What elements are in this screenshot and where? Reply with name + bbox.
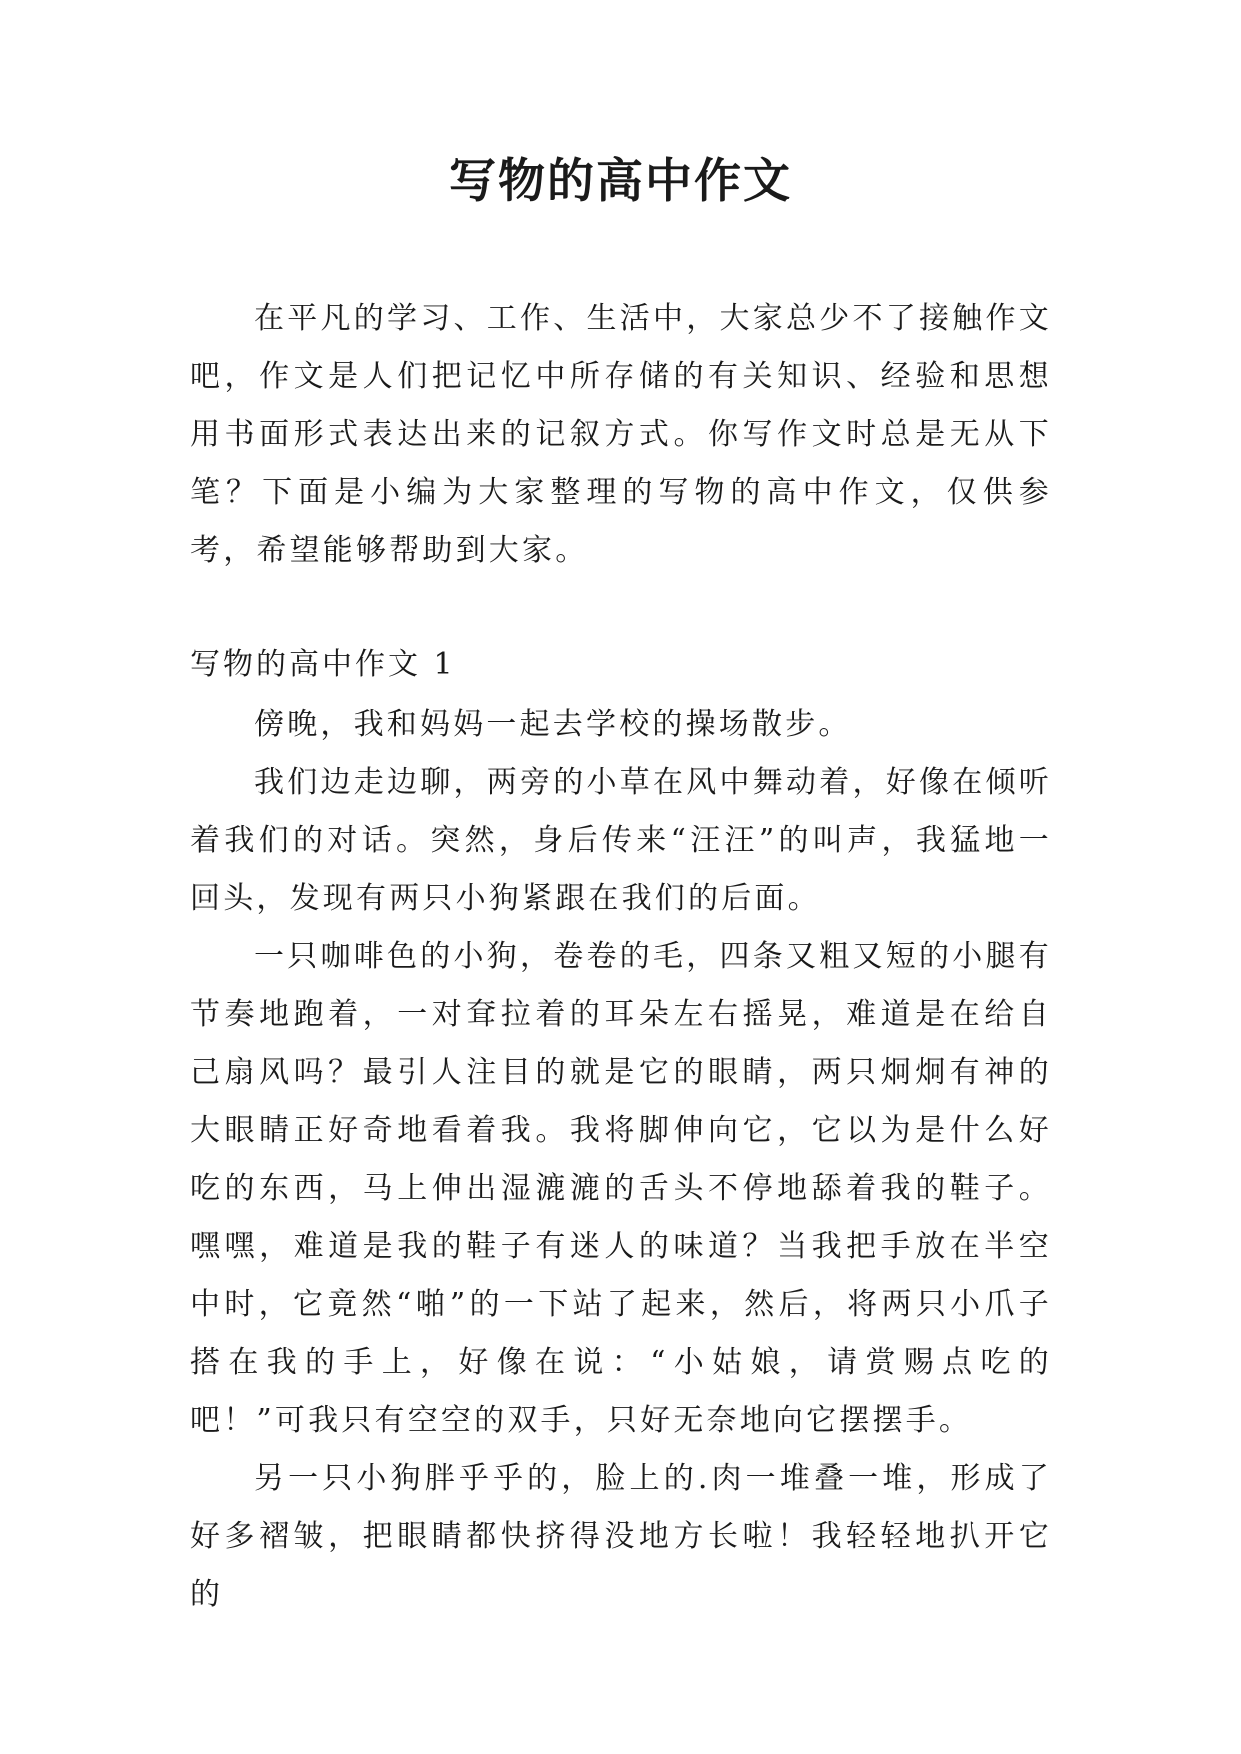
essay-paragraph: 一只咖啡色的小狗，卷卷的毛，四条又粗又短的小腿有节奏地跑着，一对耷拉着的耳朵左右摇晃，难道是在给自己扇风吗？最引人注目的就是它的眼睛，两只炯炯有神的大眼睛正好奇地看着我。我将脚伸向它，它以为是什么好吃的东西，马上伸出湿漉漉的舌头不停地舔着我的鞋子。嘿嘿，难道是我的鞋子有迷人的味道？当我把手放在半空中时，它竟然“啪”的一下站了起来，然后，将两只小爪子搭在我的手上，好像在说：“小姑娘，请赏赐点吃的吧！”可我只有空空的双手，只好无奈地向它摆摆手。: [190, 939, 1052, 1438]
essay-paragraph: 我们边走边聊，两旁的小草在风中舞动着，好像在倾听着我们的对话。突然，身后传来“汪汪”的叫声，我猛地一回头，发现有两只小狗紧跟在我们的后面。: [190, 765, 1052, 916]
section-title: 写物的高中作文 1: [190, 647, 456, 682]
essay-paragraph: 另一只小狗胖乎乎的，脸上的.肉一堆叠一堆，形成了好多褶皱，把眼睛都快挤得没地方长啦！我轻轻地扒开它的: [190, 1461, 1052, 1612]
essay-paragraph: 傍晚，我和妈妈一起去学校的操场散步。: [254, 707, 852, 742]
essay-body: [190, 696, 1052, 1624]
intro-paragraph: 在平凡的学习、工作、生活中，大家总少不了接触作文吧，作文是人们把记忆中所存储的有关知识、经验和思想用书面形式表达出来的记叙方式。你写作文时总是无从下笔？下面是小编为大家整理的写物的高中作文，仅供参考，希望能够帮助到大家。: [190, 301, 1052, 568]
document-title: 写物的高中作文: [449, 154, 792, 209]
